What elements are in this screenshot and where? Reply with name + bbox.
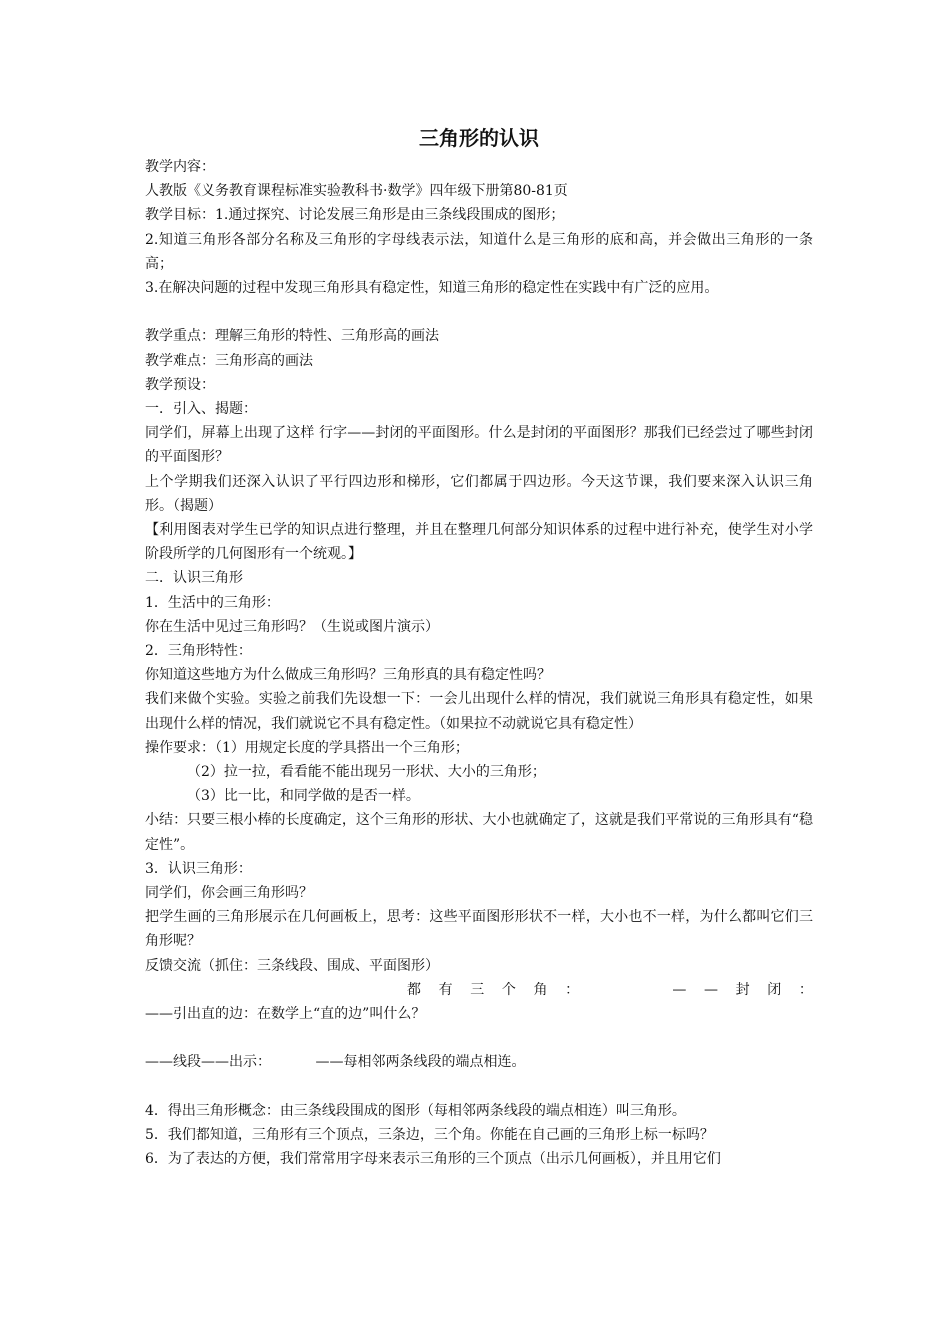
spaced-char: — <box>672 981 687 998</box>
spaced-char: 个 <box>501 981 516 998</box>
text-line: 2．三角形特性： <box>145 643 252 660</box>
text-line: （3）比一比，和同学做的是否一样。 <box>187 788 420 805</box>
text-line: 你在生活中见过三角形吗？（生说或图片演示） <box>145 618 439 635</box>
text-paragraph: 上个学期我们还深入认识了平行四边形和梯形，它们都属于四边形。今天这节课，我们要来深入认识三角形。（揭题） <box>145 473 813 514</box>
text-line: 6．为了表达的方便，我们常常用字母来表示三角形的三个顶点（出示几何画板），并且用它们 <box>145 1151 721 1168</box>
note-paragraph: 【利用图表对学生已学的知识点进行整理，并且在整理几何部分知识体系的过程中进行补充，使学生对小学阶段所学的几何图形有一个统观。】 <box>145 522 813 563</box>
text-line: 教学目标：1.通过探究、讨论发展三角形是由三条线段围成的图形； <box>145 207 565 224</box>
text-line: 5．我们都知道，三角形有三个顶点，三条边，三个角。你能在自己画的三角形上标一标吗？ <box>145 1127 714 1144</box>
text-line: 4．得出三角形概念：由三条线段围成的图形（每相邻两条线段的端点相连）叫三角形。 <box>145 1102 686 1119</box>
spaced-char: 三 <box>470 981 485 998</box>
text-paragraph: 把学生画的三角形展示在几何画板上，思考：这些平面图形形状不一样，大小也不一样，为什么都叫它们三角形呢？ <box>145 909 813 950</box>
text-line: 1．生活中的三角形： <box>145 594 280 611</box>
text-line: 教学重点：理解三角形的特性、三角形高的画法 <box>145 328 439 345</box>
text-line: 教学难点：三角形高的画法 <box>145 352 313 369</box>
text-line: 人教版《义务教育课程标准实验教科书·数学》四年级下册第80-81页 <box>145 183 568 200</box>
blank-line <box>145 300 813 324</box>
blank-line <box>145 1075 813 1099</box>
text-line: ——引出直的边：在数学上“直的边”叫什么？ <box>145 1006 426 1023</box>
section-heading: 一．引入、揭题： <box>145 401 257 418</box>
spaced-text-line <box>145 978 813 1002</box>
spaced-char: 都 <box>407 981 421 998</box>
text-line: 同学们，你会画三角形吗？ <box>145 885 313 902</box>
spaced-char: 角 <box>533 981 548 998</box>
text-paragraph: 同学们，屏幕上出现了这样 行字——封闭的平面图形。什么是封闭的平面图形？那我们已经尝过了哪些封闭的平面图形？ <box>145 425 813 466</box>
text-paragraph: 我们来做个实验。实验之前我们先设想一下：一会儿出现什么样的情况，我们就说三角形具有稳定性，如果出现什么样的情况，我们就说它不具有稳定性。（如果拉不动就说它具有稳定性） <box>145 691 813 732</box>
spaced-char: 封 <box>735 981 750 998</box>
spaced-char: ： <box>565 981 580 998</box>
blank-line <box>145 1026 813 1050</box>
document-title: 三角形的认识 <box>419 126 539 150</box>
text-paragraph: 2.知道三角形各部分名称及三角形的字母线表示法，知道什么是三角形的底和高，并会做出三角形的一条高； <box>145 231 813 272</box>
text-line: 3．认识三角形： <box>145 860 252 877</box>
text-line: 教学内容： <box>145 159 215 175</box>
spaced-gap <box>597 978 655 1002</box>
text-line: ——线段——出示： ——每相邻两条线段的端点相连。 <box>145 1054 526 1071</box>
section-heading: 二．认识三角形 <box>145 570 243 587</box>
text-line: 反馈交流（抓住：三条线段、围成、平面图形） <box>145 957 439 974</box>
spaced-char: — <box>704 981 718 998</box>
text-line: 你知道这些地方为什么做成三角形吗？三角形真的具有稳定性吗？ <box>145 667 551 684</box>
text-line: 3.在解决问题的过程中发现三角形具有稳定性，知道三角形的稳定性在实践中有广泛的应用。 <box>145 280 719 297</box>
text-paragraph: 小结：只要三根小棒的长度确定，这个三角形的形状、大小也就确定了，这就是我们平常说的三角形具有“稳定性”。 <box>145 812 813 853</box>
text-line: （2）拉一拉，看看能不能出现另一形状、大小的三角形； <box>187 764 546 781</box>
spaced-char: 闭 <box>767 981 782 998</box>
spaced-char: 有 <box>438 981 453 998</box>
text-line: 操作要求：（1）用规定长度的学具搭出一个三角形； <box>145 739 469 756</box>
document-page <box>145 122 813 1171</box>
text-line: 教学预设： <box>145 376 215 393</box>
spaced-char: ： <box>798 981 813 998</box>
